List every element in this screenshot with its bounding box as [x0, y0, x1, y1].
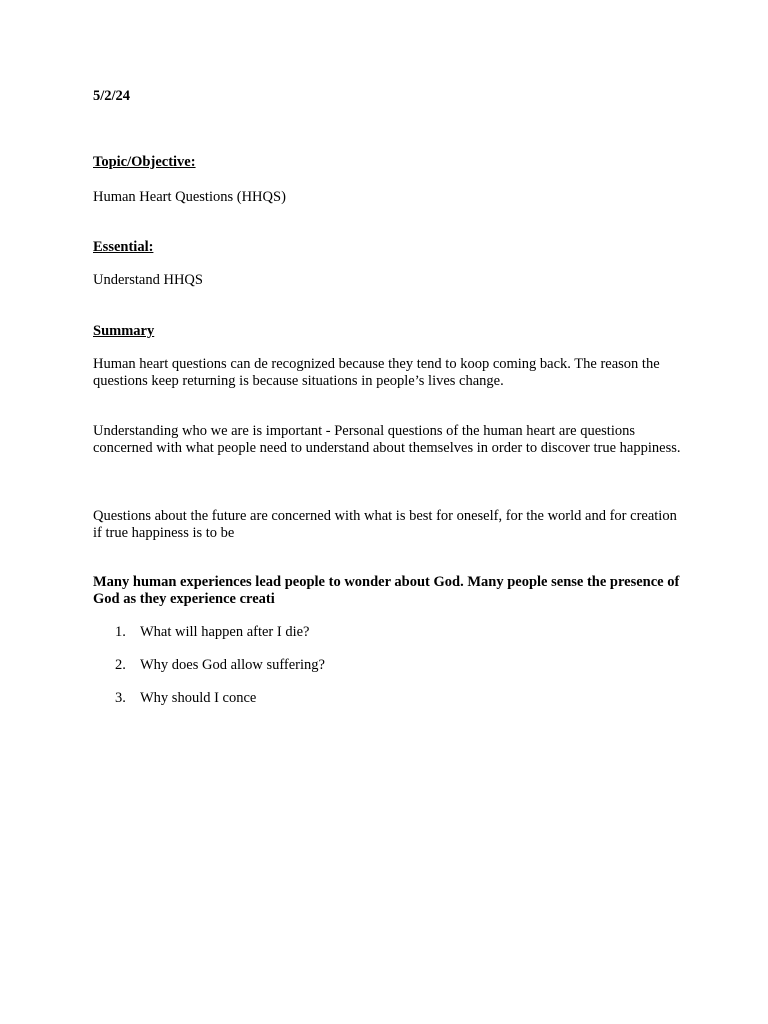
list-item-number: 1. — [115, 624, 126, 640]
essential-text: Understand HHQS — [93, 272, 203, 288]
topic-text: Human Heart Questions (HHQS) — [93, 189, 286, 205]
summary-paragraph-3: Questions about the future are concerned with what is best for oneself, for the world and for creation if true happiness is to be — [93, 508, 677, 541]
list-item-text: Why does God allow suffering? — [140, 657, 325, 673]
date: 5/2/24 — [93, 88, 131, 104]
summary-heading: Summary — [93, 323, 155, 339]
summary-paragraph-2: Understanding who we are is important - Personal questions of the human heart are questions concerned with what people need to understand about themselves in order to discover true happiness. — [93, 423, 681, 456]
list-item-text: What will happen after I die? — [140, 624, 310, 640]
summary-paragraph-1: Human heart questions can de recognized because they tend to koop coming back. The reason the questions keep returning is because situations in people’s lives change. — [93, 356, 660, 389]
essential-heading: Essential: — [93, 239, 154, 255]
list-item-number: 2. — [115, 657, 126, 673]
topic-heading: Topic/Objective: — [93, 154, 196, 170]
list-item-number: 3. — [115, 690, 126, 706]
list-item-text: Why should I conce — [140, 690, 257, 706]
summary-bold-paragraph: Many human experiences lead people to wonder about God. Many people sense the presence of God as they experience creati — [93, 574, 680, 607]
